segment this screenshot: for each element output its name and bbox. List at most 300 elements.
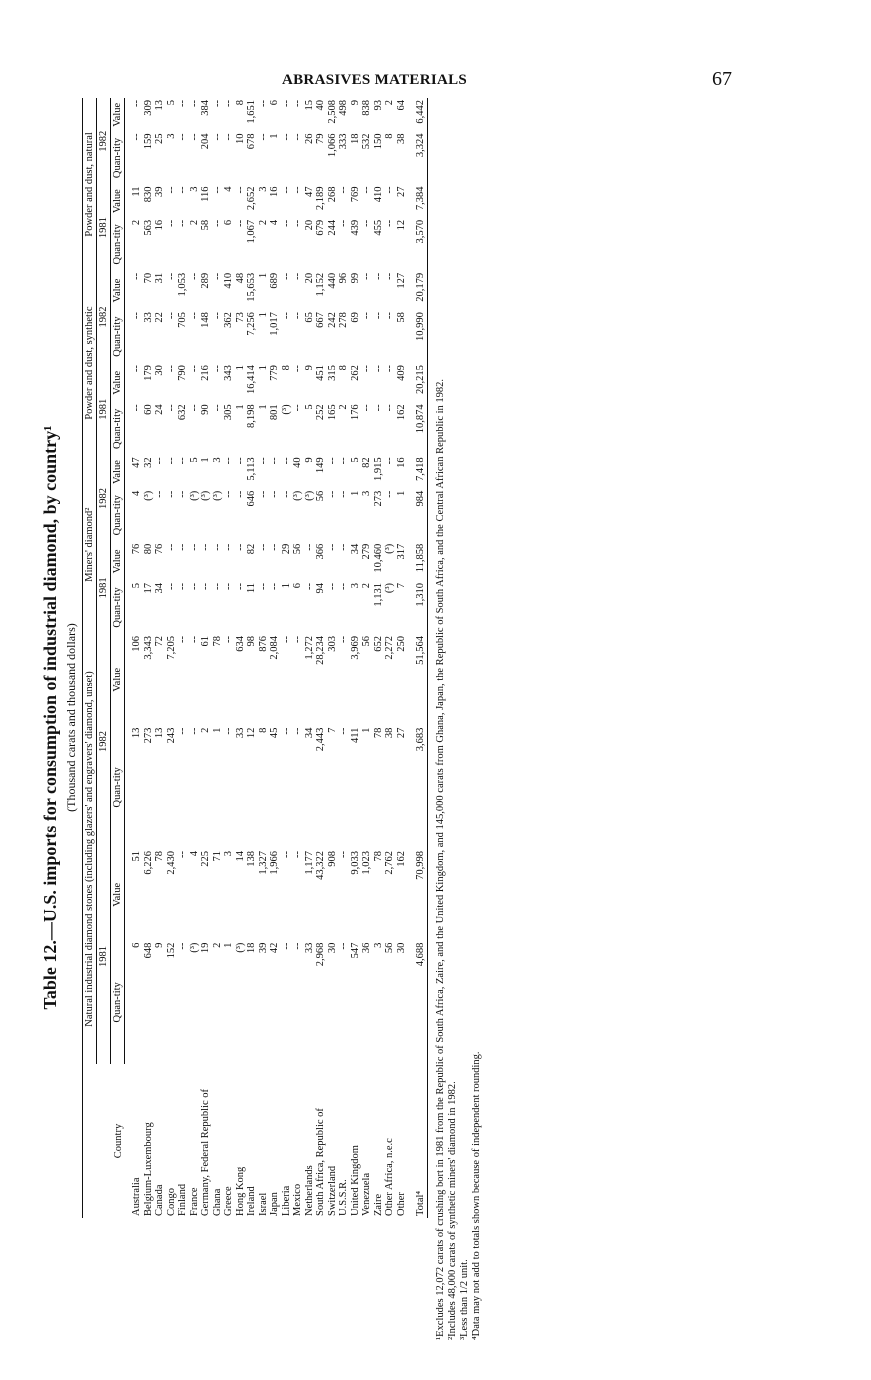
value-cell: 78 [372, 850, 384, 862]
value-cell: 30 [395, 942, 407, 954]
value-cell: 1,651 [246, 100, 257, 124]
value-cell: 1 [280, 583, 292, 589]
value-cell: 678 [246, 133, 257, 150]
value-cell: -- [165, 186, 177, 194]
value-cell: -- [338, 727, 349, 735]
value-cell: 9,033 [349, 850, 361, 875]
value-cell: 72 [154, 635, 165, 647]
value-cell: 10,460 [372, 543, 384, 573]
value-cell: -- [165, 457, 177, 465]
value-cell: 32 [142, 457, 154, 468]
group-header: Powder and dust, natural [83, 98, 97, 271]
value-cell: 3 [372, 942, 384, 948]
value-cell: 3 [211, 457, 223, 463]
value-cell: 65 [303, 312, 315, 323]
value-cell: -- [223, 100, 234, 107]
value-cell: -- [131, 312, 142, 320]
footnote: ⁴Data may not add to totals shown because of independent rounding. [471, 1051, 482, 1340]
value-cell: 42 [269, 942, 280, 954]
value-cell: 15,653 [246, 272, 257, 302]
value-cell: -- [292, 100, 303, 107]
value-cell: -- [280, 133, 292, 141]
value-cell: -- [257, 583, 269, 591]
value-cell: 779 [269, 365, 280, 381]
value-cell: 9 [303, 365, 315, 371]
value-cell: 60 [142, 404, 154, 415]
year-header: 1981 [97, 542, 111, 634]
value-cell: -- [257, 457, 269, 465]
quantity-header: Quan-tity [111, 310, 125, 363]
value-cell: 10 [234, 133, 246, 145]
value-cell: 216 [200, 365, 211, 381]
value-cell: 317 [395, 543, 407, 560]
value-cell: -- [384, 219, 395, 227]
value-cell: 79 [315, 133, 326, 145]
value-cell: -- [211, 365, 223, 373]
value-cell: -- [177, 635, 188, 643]
value-cell: -- [269, 490, 280, 498]
value-cell: -- [292, 727, 303, 735]
value-cell: 14 [234, 850, 246, 862]
value-header: Value [111, 271, 125, 310]
value-cell: (³) [303, 490, 315, 501]
diamond-imports-table [82, 98, 428, 1218]
value-cell: -- [361, 219, 372, 227]
country-cell: Japan [269, 1192, 280, 1216]
value-cell: 646 [246, 490, 257, 507]
value-cell: -- [188, 635, 200, 643]
value-cell: 18 [349, 133, 361, 145]
value-cell: 1 [200, 457, 211, 463]
value-cell: -- [361, 404, 372, 412]
table-row [125, 98, 143, 1218]
value-cell: 563 [142, 219, 154, 236]
value-cell: 2 [200, 727, 211, 733]
footnote: ³Less than 1/2 unit. [459, 1259, 470, 1340]
value-cell: 6,226 [142, 850, 154, 875]
value-cell: -- [177, 543, 188, 551]
table-row [281, 98, 293, 1218]
value-cell: -- [234, 457, 246, 465]
country-cell: Canada [154, 1184, 165, 1216]
value-cell: 8 [257, 727, 269, 733]
value-cell: 634 [234, 635, 246, 652]
value-cell: 8 [338, 365, 349, 371]
value-cell: 31 [154, 272, 165, 284]
value-cell: -- [338, 543, 349, 551]
value-cell: 34 [303, 727, 315, 739]
value-cell: -- [280, 272, 292, 280]
total-cell: 70,998 [415, 850, 426, 880]
value-cell: 48 [234, 272, 246, 284]
value-cell: 8 [234, 100, 246, 106]
value-cell: -- [177, 490, 188, 498]
value-cell: -- [292, 365, 303, 373]
value-cell: 2,084 [269, 635, 280, 660]
value-cell: 162 [395, 404, 407, 421]
value-cell: 648 [142, 942, 154, 959]
rotated-table-region [40, 95, 830, 1340]
value-cell: -- [165, 272, 177, 280]
value-cell: 61 [200, 635, 211, 647]
value-cell: 22 [154, 312, 165, 323]
year-header: 1982 [97, 455, 111, 541]
value-cell: 2,968 [315, 942, 326, 967]
value-cell: 13 [154, 100, 165, 111]
value-cell: -- [165, 404, 177, 412]
value-cell: 1 [257, 404, 269, 410]
quantity-header: Quan-tity [111, 726, 125, 849]
value-cell: 1,017 [269, 312, 280, 336]
value-cell: -- [211, 312, 223, 320]
value-cell: (³) [188, 942, 200, 953]
table-row [177, 98, 189, 1218]
value-cell: -- [188, 312, 200, 320]
value-cell: 1,152 [315, 272, 326, 297]
value-cell: 2 [384, 100, 395, 106]
value-cell: 43,322 [315, 850, 326, 880]
group-header: Powder and dust, synthetic [83, 271, 97, 456]
value-cell: 4 [131, 490, 142, 496]
year-header: 1981 [97, 363, 111, 455]
country-cell: United Kingdom [349, 1145, 361, 1216]
value-cell: 908 [326, 850, 338, 867]
value-cell: 1,023 [361, 850, 372, 875]
value-header: Value [111, 634, 125, 726]
value-cell: (³) [292, 490, 303, 501]
value-cell: 94 [315, 583, 326, 594]
value-cell: 90 [200, 404, 211, 415]
value-cell: 876 [257, 635, 269, 652]
value-cell: 40 [315, 100, 326, 111]
value-cell: 262 [349, 365, 361, 381]
value-cell: 632 [177, 404, 188, 421]
value-cell: 769 [349, 186, 361, 203]
country-cell: Other [395, 1192, 407, 1216]
value-cell: 8 [384, 133, 395, 139]
value-cell: 39 [257, 942, 269, 954]
value-cell: 47 [131, 457, 142, 468]
value-cell: 303 [326, 635, 338, 652]
value-cell: -- [131, 404, 142, 412]
value-cell: -- [292, 272, 303, 280]
value-cell: 409 [395, 365, 407, 381]
value-cell: 3 [257, 186, 269, 192]
value-cell: -- [280, 457, 292, 465]
value-cell: 1 [349, 490, 361, 496]
value-cell: -- [326, 490, 338, 498]
value-cell: 667 [315, 312, 326, 328]
value-cell: -- [280, 727, 292, 735]
value-cell: -- [292, 186, 303, 194]
value-cell: 9 [303, 457, 315, 463]
value-cell: -- [223, 635, 234, 643]
value-cell: 309 [142, 100, 154, 116]
value-cell: -- [292, 635, 303, 643]
value-header: Value [111, 455, 125, 488]
value-cell: 58 [200, 219, 211, 231]
value-cell: 16,414 [246, 365, 257, 394]
country-cell: Venezuela [361, 1172, 372, 1216]
country-cell: Germany, Federal Republic of [200, 1088, 211, 1216]
value-cell: 13 [154, 727, 165, 739]
value-cell: 2,652 [246, 186, 257, 211]
value-cell: 3 [361, 490, 372, 496]
value-cell: -- [384, 272, 395, 280]
value-cell: 362 [223, 312, 234, 328]
value-cell: 3 [223, 850, 234, 857]
value-cell: 3 [165, 133, 177, 139]
value-cell: 244 [326, 219, 338, 236]
quantity-header: Quan-tity [111, 489, 125, 542]
value-cell: -- [211, 186, 223, 194]
value-cell: -- [200, 583, 211, 591]
value-cell: 3,969 [349, 635, 361, 660]
value-cell: -- [234, 543, 246, 551]
value-cell: 33 [303, 942, 315, 954]
value-cell: 3 [188, 186, 200, 192]
value-cell: 2 [257, 219, 269, 226]
year-header: 1981 [97, 184, 111, 270]
total-cell: 10,874 [415, 404, 426, 434]
total-row [407, 98, 427, 1218]
value-cell: 6 [292, 583, 303, 589]
value-cell: 39 [154, 186, 165, 197]
value-cell: -- [326, 457, 338, 465]
value-cell: 1 [395, 490, 407, 496]
value-cell: -- [280, 490, 292, 498]
value-cell: -- [211, 272, 223, 280]
year-header: 1982 [97, 98, 111, 184]
table-row [235, 98, 247, 1218]
value-header: Value [111, 849, 125, 941]
value-cell: 410 [372, 186, 384, 203]
table-row [338, 98, 350, 1218]
value-cell: -- [223, 490, 234, 498]
value-cell: 33 [142, 312, 154, 323]
country-cell: Belgium-Luxembourg [142, 1122, 154, 1216]
value-cell: 532 [361, 133, 372, 150]
year-header: 1982 [97, 634, 111, 849]
value-cell: 242 [326, 312, 338, 328]
value-cell: -- [188, 583, 200, 591]
value-cell: 1,066 [326, 133, 338, 158]
value-cell: -- [223, 457, 234, 465]
table-row [384, 98, 396, 1218]
value-cell: -- [280, 100, 292, 107]
value-cell: 17 [142, 583, 154, 594]
value-cell: 1 [269, 133, 280, 139]
value-cell: (³) [384, 583, 395, 594]
total-cell: 1,310 [415, 583, 426, 607]
value-cell: -- [165, 490, 177, 498]
value-cell: -- [177, 942, 188, 950]
value-cell: 19 [200, 942, 211, 954]
value-cell: 78 [372, 727, 384, 739]
value-cell: 1 [211, 727, 223, 733]
value-cell: 1 [234, 404, 246, 410]
value-cell: 4 [269, 219, 280, 226]
value-cell: -- [292, 312, 303, 320]
value-cell: 5,113 [246, 457, 257, 481]
value-cell: -- [211, 100, 223, 107]
footnote: ¹Excludes 12,072 carats of crushing bort in 1981 from the Republic of South Africa, Zaire, and the United Kingdom, and 145,000 carats from Ghana, Japan, the Republic of South Africa, and the Central African Republic in 1982. [435, 378, 446, 1340]
quantity-header: Quan-tity [111, 132, 125, 185]
value-cell: 7 [326, 727, 338, 733]
value-cell: 6 [223, 219, 234, 226]
value-cell: -- [338, 850, 349, 858]
value-cell: 96 [338, 272, 349, 284]
value-cell: -- [361, 312, 372, 320]
value-cell: -- [372, 272, 384, 280]
year-header: 1981 [97, 849, 111, 1064]
value-cell: -- [269, 543, 280, 551]
value-cell: (³) [234, 942, 246, 953]
value-cell: 138 [246, 850, 257, 867]
value-cell: 34 [349, 543, 361, 555]
value-cell: 127 [395, 272, 407, 289]
value-cell: 36 [361, 942, 372, 954]
value-cell: -- [384, 186, 395, 194]
value-cell: 64 [395, 100, 407, 111]
value-cell: 2,189 [315, 186, 326, 211]
value-cell: -- [338, 942, 349, 950]
value-cell: 273 [142, 727, 154, 744]
page-number: 67 [712, 68, 732, 90]
table-row [327, 98, 339, 1218]
value-cell: 76 [131, 543, 142, 555]
value-cell: -- [257, 133, 269, 141]
value-cell: -- [338, 490, 349, 498]
value-cell: 439 [349, 219, 361, 236]
value-cell: -- [131, 365, 142, 373]
value-cell: 106 [131, 635, 142, 652]
value-cell: -- [211, 404, 223, 412]
value-cell: 30 [326, 942, 338, 954]
value-cell: 11 [246, 583, 257, 594]
table-row [373, 98, 385, 1218]
country-cell: Other Africa, n.e.c [384, 1138, 395, 1216]
value-cell: -- [177, 219, 188, 227]
value-cell: 18 [246, 942, 257, 954]
value-cell: -- [177, 850, 188, 858]
value-cell: -- [165, 543, 177, 551]
value-cell: -- [269, 583, 280, 591]
value-cell: -- [154, 457, 165, 465]
value-cell: -- [384, 365, 395, 373]
value-cell: -- [292, 404, 303, 412]
value-cell: -- [361, 365, 372, 373]
value-cell: 2 [188, 219, 200, 226]
value-cell: 116 [200, 186, 211, 202]
country-cell: Greece [223, 1186, 234, 1216]
value-cell: -- [292, 850, 303, 858]
value-cell: 98 [246, 635, 257, 647]
total-cell: 11,858 [415, 543, 426, 573]
table-row [315, 98, 327, 1218]
value-cell: 11 [131, 186, 142, 197]
value-cell: 33 [234, 727, 246, 739]
value-header: Value [111, 184, 125, 217]
value-cell: -- [338, 635, 349, 643]
value-cell: 455 [372, 219, 384, 236]
value-cell: -- [177, 186, 188, 194]
value-cell: 47 [303, 186, 315, 197]
value-cell: -- [361, 272, 372, 280]
value-cell: 243 [165, 727, 177, 744]
value-cell: 25 [154, 133, 165, 145]
value-cell: 5 [349, 457, 361, 463]
country-cell: Zaire [372, 1193, 384, 1216]
value-cell: 1,327 [257, 850, 269, 875]
value-cell: 82 [361, 457, 372, 468]
value-cell: 830 [142, 186, 154, 203]
value-cell: -- [165, 365, 177, 373]
value-cell: 78 [211, 635, 223, 647]
group-header: Miners' diamond² [83, 455, 97, 634]
value-cell: 20 [303, 219, 315, 231]
value-cell: -- [188, 133, 200, 141]
value-cell: -- [338, 583, 349, 591]
value-cell: 162 [395, 850, 407, 867]
value-cell: 148 [200, 312, 211, 328]
value-cell: 8,198 [246, 404, 257, 429]
table-row [143, 98, 155, 1218]
value-cell: 2 [338, 404, 349, 410]
table-row [212, 98, 224, 1218]
value-cell: -- [223, 133, 234, 141]
value-cell: 343 [223, 365, 234, 381]
value-cell: -- [280, 635, 292, 643]
value-cell: 838 [361, 100, 372, 116]
value-cell: 82 [246, 543, 257, 555]
table-row [269, 98, 281, 1218]
value-cell: (³) [211, 490, 223, 501]
value-cell: 24 [154, 404, 165, 415]
value-cell: -- [384, 457, 395, 465]
value-cell: -- [384, 404, 395, 412]
value-cell: (³) [200, 490, 211, 501]
value-cell: 5 [165, 100, 177, 106]
country-cell: Hong Kong [234, 1166, 246, 1216]
value-cell: 652 [372, 635, 384, 652]
running-head: ABRASIVES MATERIALS [282, 72, 468, 88]
table-row [189, 98, 201, 1218]
footnotes [435, 95, 483, 1340]
value-cell: -- [326, 543, 338, 551]
value-cell: 1 [361, 727, 372, 733]
value-cell: 1,915 [372, 457, 384, 481]
country-cell: Finland [177, 1183, 188, 1216]
value-cell: -- [257, 100, 269, 107]
value-cell: 70 [142, 272, 154, 284]
value-cell: 78 [154, 850, 165, 862]
total-cell: 4,688 [415, 942, 426, 967]
value-cell: 4 [223, 186, 234, 192]
table-row [361, 98, 373, 1218]
total-cell: 20,215 [415, 365, 426, 394]
table-row [246, 98, 258, 1218]
value-cell: -- [131, 133, 142, 141]
table-row [223, 98, 235, 1218]
total-cell: 20,179 [415, 272, 426, 302]
value-cell: 76 [154, 543, 165, 555]
value-cell: 29 [280, 543, 292, 555]
value-cell: -- [372, 404, 384, 412]
value-header: Value [111, 542, 125, 581]
value-cell: -- [338, 219, 349, 227]
value-cell: 289 [200, 272, 211, 289]
